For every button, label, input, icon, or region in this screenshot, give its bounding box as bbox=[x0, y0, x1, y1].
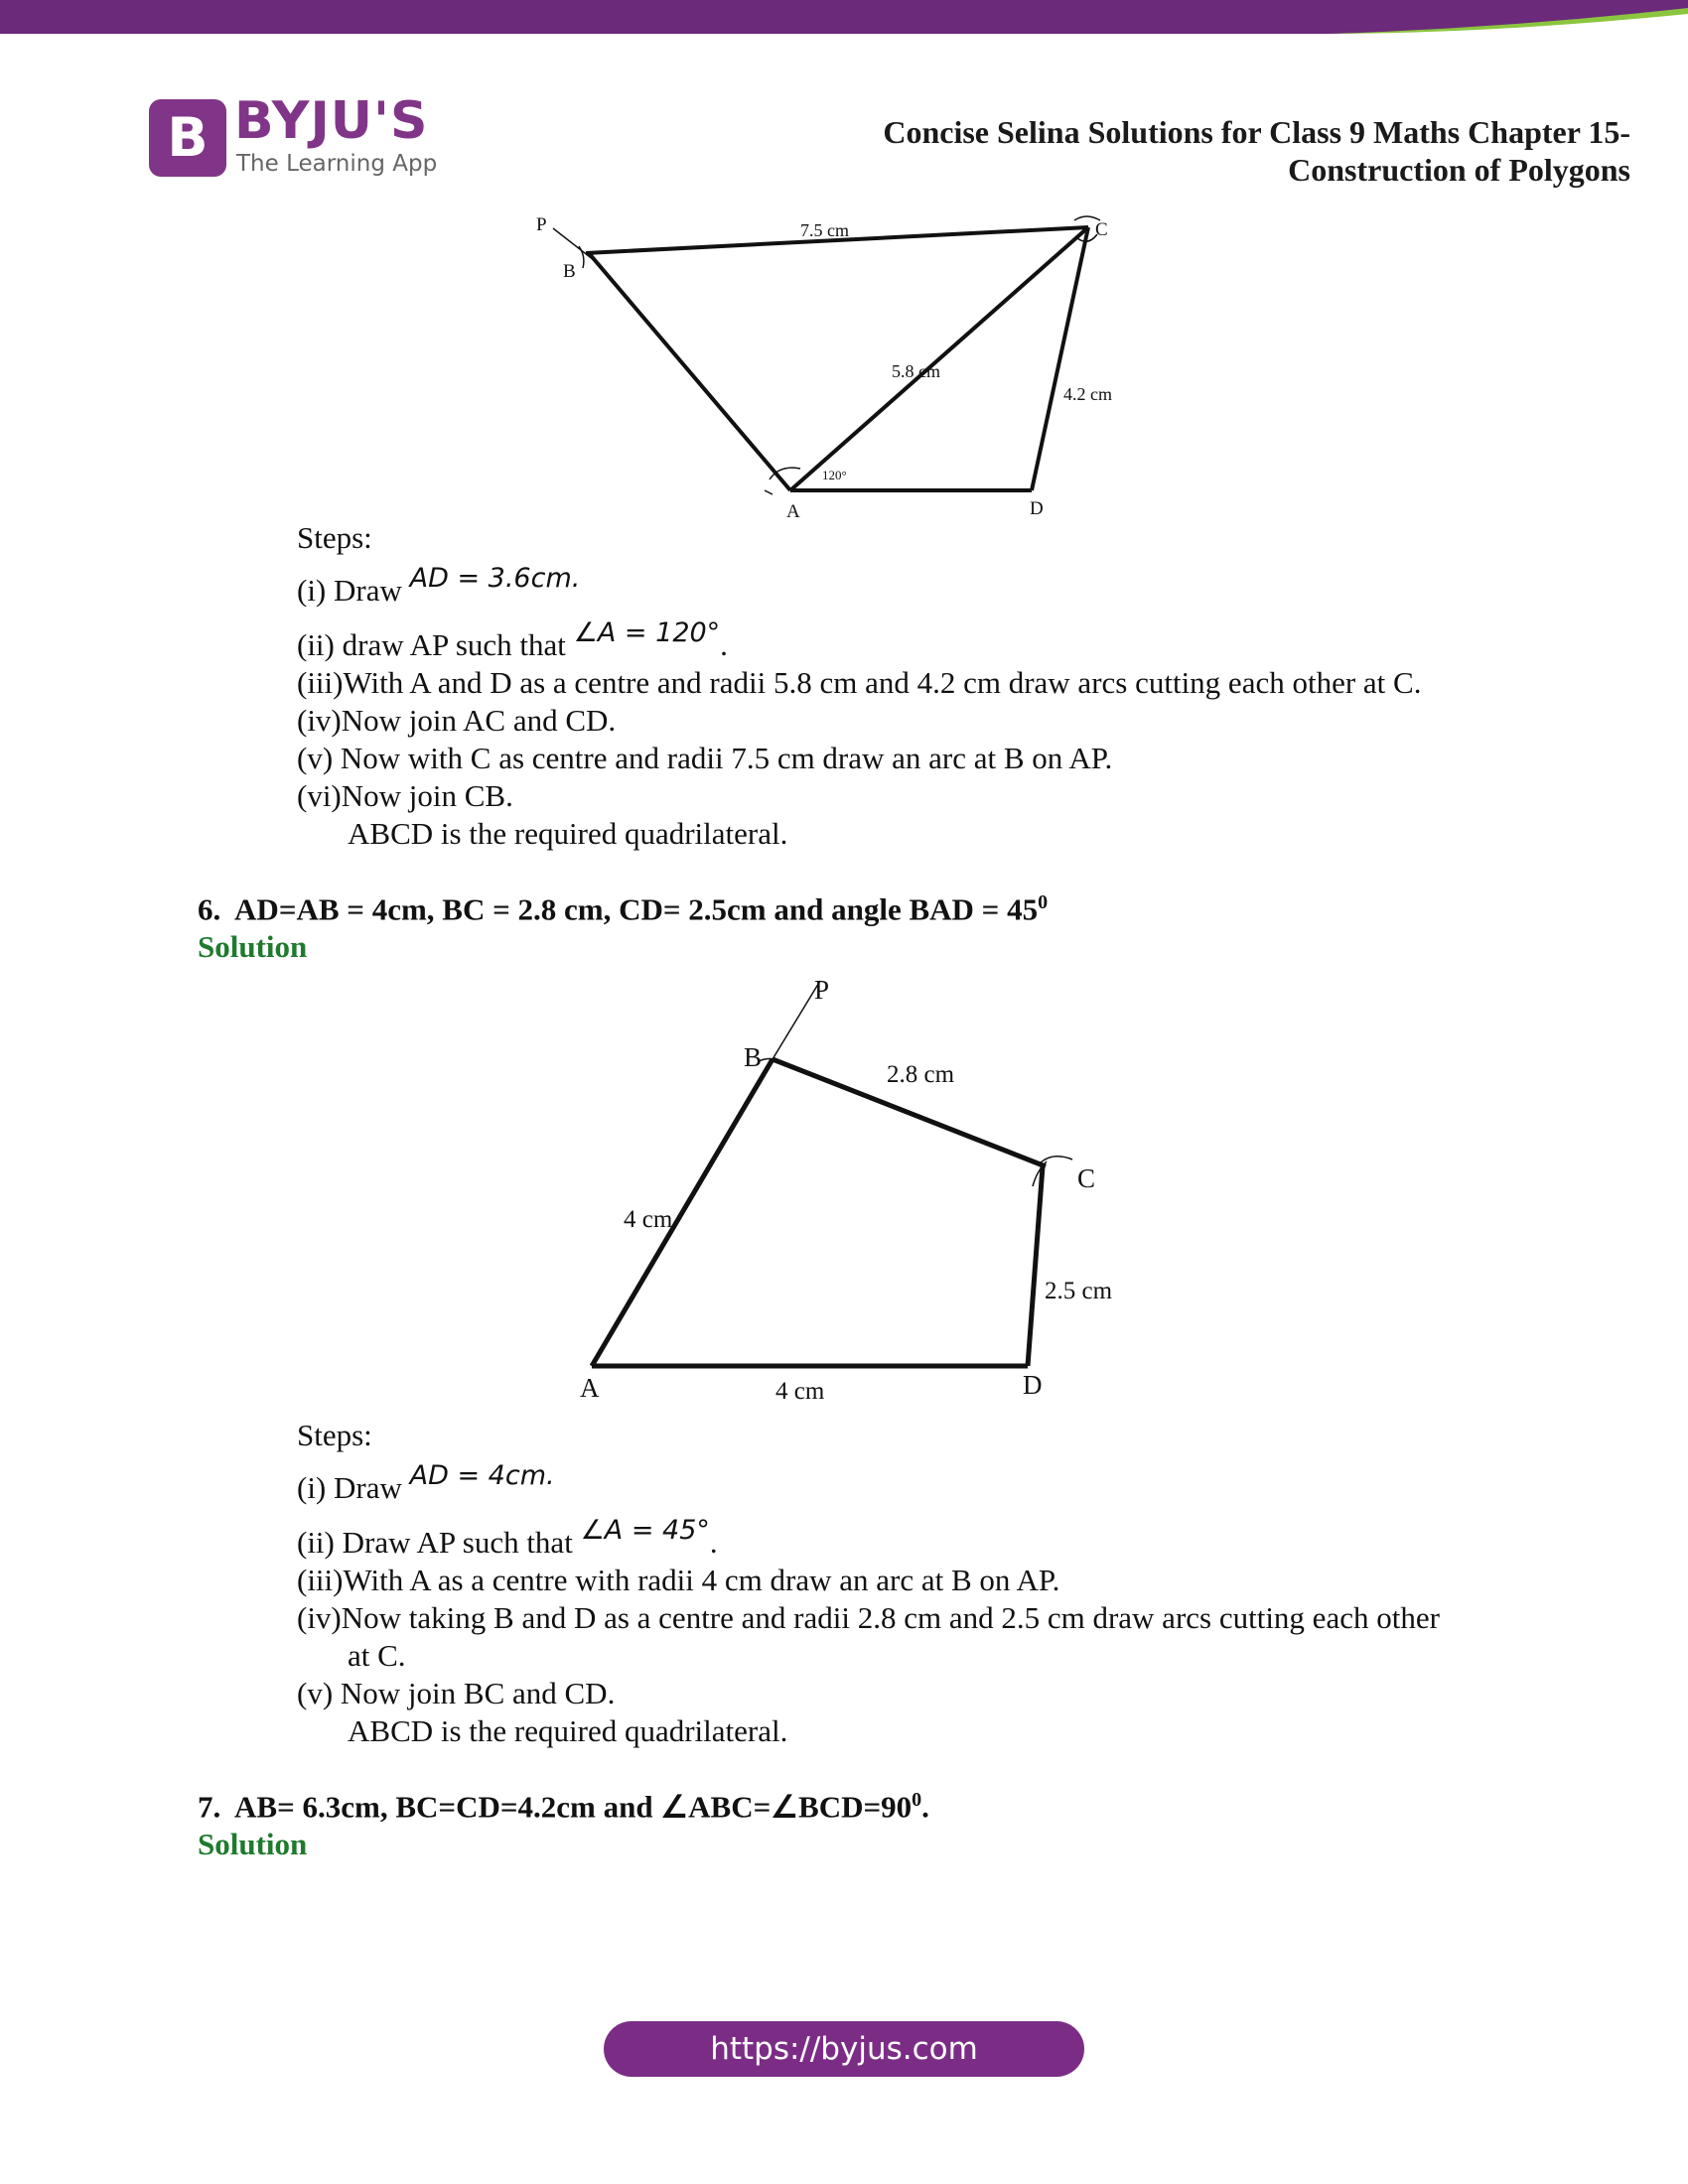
step-6: (vi)Now join CB. bbox=[297, 778, 513, 813]
solution-label-7: Solution bbox=[198, 1827, 308, 1861]
label-p: P bbox=[536, 214, 547, 235]
step-marker: (ii) bbox=[297, 627, 335, 662]
label-b: B bbox=[563, 261, 576, 282]
label-b-2: B bbox=[744, 1042, 763, 1072]
question-superscript: 0 bbox=[912, 1789, 922, 1811]
label-p-2: P bbox=[814, 975, 830, 1005]
side-ab-2 bbox=[592, 1059, 773, 1366]
label-a: A bbox=[786, 501, 800, 522]
step-5: (v) Now with C as centre and radii 7.5 cm draw an arc at B on AP. bbox=[297, 741, 1113, 775]
step-2 bbox=[297, 617, 728, 663]
step-text: Draw AP such that bbox=[342, 1525, 573, 1560]
step-end: . bbox=[720, 627, 728, 662]
page-title-line1: Concise Selina Solutions for Class 9 Maths Chapter 15- bbox=[883, 114, 1630, 150]
step-2-2 bbox=[297, 1515, 718, 1561]
step-text: Draw bbox=[334, 1470, 402, 1505]
ray-ap bbox=[553, 228, 594, 260]
logo-wordmark: BYJU'S bbox=[234, 91, 429, 151]
step-math: ∠A = 120° bbox=[573, 617, 721, 648]
label-d-2: D bbox=[1023, 1370, 1043, 1400]
step-5-2: (v) Now join BC and CD. bbox=[297, 1676, 616, 1710]
label-a-2: A bbox=[580, 1373, 600, 1403]
figure-quadrilateral-1 bbox=[0, 0, 1688, 556]
step-marker: (i) bbox=[297, 573, 327, 608]
step-math: AD = 4cm. bbox=[409, 1460, 555, 1491]
question-end: . bbox=[921, 1789, 929, 1825]
step-math: AD = 3.6cm. bbox=[409, 563, 581, 594]
arc-at-a bbox=[765, 490, 773, 494]
step-math: ∠A = 45° bbox=[580, 1515, 710, 1546]
question-superscript: 0 bbox=[1038, 891, 1049, 913]
label-c: C bbox=[1095, 219, 1108, 240]
label-d: D bbox=[1030, 498, 1044, 519]
question-6 bbox=[198, 891, 1048, 927]
step-1-2 bbox=[297, 1460, 555, 1506]
logo-letter: B bbox=[167, 106, 209, 169]
side-ab bbox=[589, 253, 790, 490]
step-conclusion-2: ABCD is the required quadrilateral. bbox=[348, 1713, 788, 1748]
steps-heading-2: Steps: bbox=[297, 1418, 372, 1452]
side-cd bbox=[1032, 227, 1088, 490]
question-text: AB= 6.3cm, BC=CD=4.2cm and ∠ABC=∠BCD=90 bbox=[234, 1789, 913, 1825]
step-end: . bbox=[709, 1525, 718, 1560]
step-4-2: (iv)Now taking B and D as a centre and radii 2.8 cm and 2.5 cm draw arcs cutting each other bbox=[297, 1600, 1440, 1635]
figure-quadrilateral-2 bbox=[0, 953, 1688, 1410]
question-number: 7. bbox=[198, 1789, 221, 1825]
solution-label-6: Solution bbox=[198, 929, 308, 964]
page-title-line2: Construction of Polygons bbox=[1288, 152, 1630, 188]
question-text: AD=AB = 4cm, BC = 2.8 cm, CD= 2.5cm and angle BAD = 45 bbox=[234, 891, 1039, 927]
step-1 bbox=[297, 563, 581, 609]
measure-cd-2: 2.5 cm bbox=[1045, 1278, 1113, 1304]
step-text: Draw bbox=[334, 573, 402, 608]
step-text: draw AP such that bbox=[342, 627, 566, 662]
steps-heading: Steps: bbox=[297, 520, 372, 555]
step-marker: (i) bbox=[297, 1470, 327, 1505]
label-c-2: C bbox=[1077, 1163, 1096, 1193]
measure-ad-2: 4 cm bbox=[775, 1378, 825, 1405]
step-conclusion: ABCD is the required quadrilateral. bbox=[348, 816, 788, 851]
measure-ac: 5.8 cm bbox=[892, 361, 940, 381]
side-cd-2 bbox=[1028, 1166, 1043, 1366]
step-3-2: (iii)With A as a centre with radii 4 cm draw an arc at B on AP. bbox=[297, 1563, 1060, 1597]
step-3: (iii)With A and D as a centre and radii 5.8 cm and 4.2 cm draw arcs cutting each other at C. bbox=[297, 665, 1422, 700]
measure-cd: 4.2 cm bbox=[1063, 384, 1112, 404]
step-marker: (ii) bbox=[297, 1525, 335, 1560]
arc-at-c-2a bbox=[1040, 1157, 1072, 1163]
step-4-2-continued: at C. bbox=[348, 1638, 406, 1673]
footer-url-link[interactable]: https://byjus.com bbox=[604, 2021, 1084, 2077]
measure-bc-2: 2.8 cm bbox=[887, 1061, 955, 1088]
measure-angle-a: 120° bbox=[822, 468, 847, 482]
diagonal-ac bbox=[790, 227, 1088, 490]
logo-tagline: The Learning App bbox=[236, 151, 438, 177]
measure-bc: 7.5 cm bbox=[800, 220, 849, 240]
ray-ap-2 bbox=[773, 981, 820, 1059]
question-7 bbox=[198, 1789, 929, 1825]
step-4: (iv)Now join AC and CD. bbox=[297, 703, 617, 738]
measure-ab-2: 4 cm bbox=[624, 1206, 673, 1233]
question-number: 6. bbox=[198, 891, 221, 927]
